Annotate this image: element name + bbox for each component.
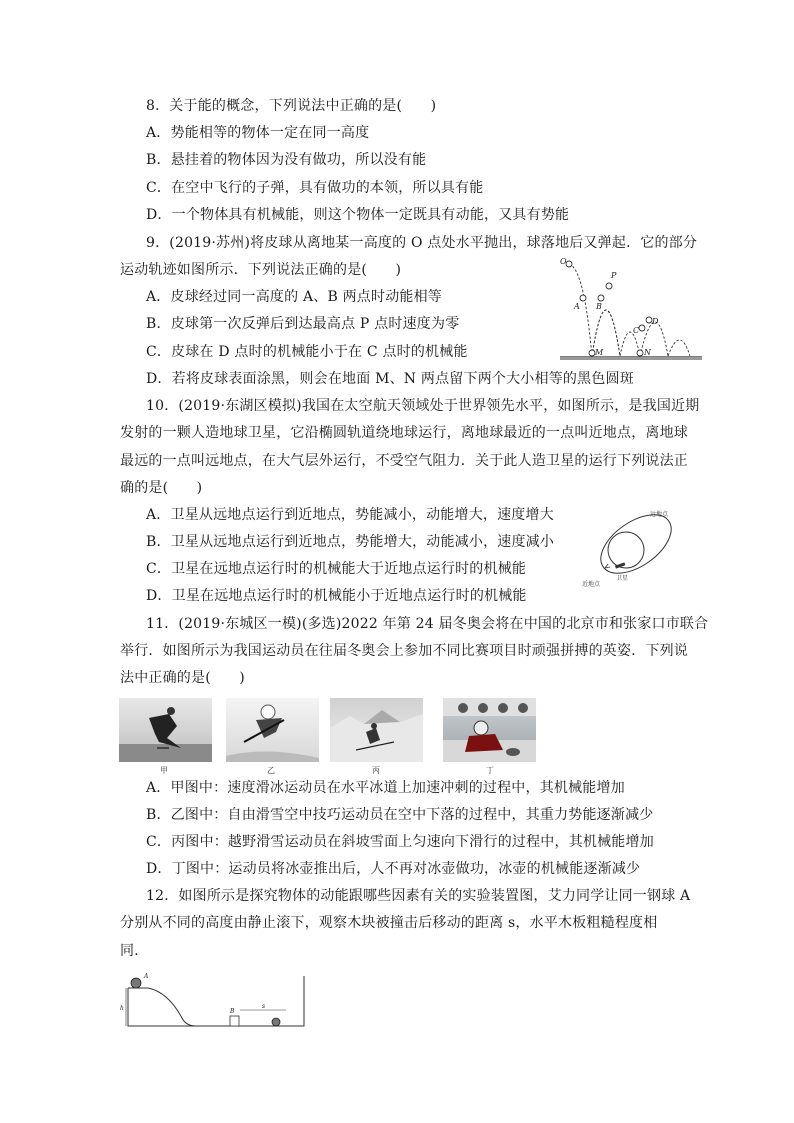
photo-curling: [443, 698, 536, 762]
q11-option-a: A．甲图中：速度滑冰运动员在水平冰道上加速冲刺的过程中，其机械能增加: [146, 780, 625, 796]
label-c: C: [633, 326, 640, 335]
photo-cross-country-skiing: [330, 698, 423, 762]
q9-stem-line1: 9．(2019·苏州)将皮球从离地某一高度的 O 点处水平抛出，球落地后又弹起．它的部分: [146, 235, 698, 251]
label-m: M: [595, 348, 604, 357]
q11-option-b: B．乙图中：自由滑雪空中技巧运动员在空中下落的过程中，其重力势能逐渐减少: [146, 807, 654, 823]
caption-ding: 丁: [486, 766, 494, 775]
label-block-b: B: [230, 1008, 235, 1015]
q10-stem-line1: 10．(2019·东湖区模拟)我国在太空航天领域处于世界领先水平，如图所示，是我国近期: [146, 398, 700, 414]
satellite-label: 卫星: [616, 575, 629, 582]
q9-stem-line2: 运动轨迹如图所示．下列说法正确的是( ): [120, 262, 402, 278]
caption-jia: 甲: [160, 766, 168, 775]
label-n: N: [644, 348, 651, 357]
q9-trajectory-figure: [556, 258, 706, 362]
label-a: A: [574, 302, 580, 311]
q10-stem-line2: 发射的一颗人造地球卫星，它沿椭圆轨道绕地球运行，离地球最近的一点叫近地点，离地球: [120, 425, 688, 441]
wood-block-icon: [230, 1016, 239, 1026]
label-b: B: [596, 302, 602, 311]
q12-ramp-figure: [116, 968, 308, 1030]
q11-stem-line1: 11．(2019·东城区一模)(多选)2022 年第 24 届冬奥会将在中国的北京市和张家口市联合: [146, 616, 709, 632]
photo-speed-skating: [119, 698, 212, 762]
q9-option-c: C．皮球在 D 点时的机械能小于在 C 点时的机械能: [146, 344, 468, 360]
q10-stem-line4: 确的是( ): [120, 480, 203, 496]
caption-bing: 丙: [372, 766, 380, 775]
label-p: P: [611, 271, 617, 280]
q10-option-b: B．卫星从远地点运行到近地点，势能增大，动能减小，速度减小: [146, 534, 555, 550]
q11-stem-line2: 举行．如图所示为我国运动员在往届冬奥会上参加不同比赛项目时顽强拼搏的英姿．下列说: [120, 643, 688, 659]
q9-option-d: D．若将皮球表面涂黑，则会在地面 M、N 两点留下两个大小相等的黑色圆斑: [146, 371, 634, 387]
q10-orbit-figure: [578, 506, 688, 590]
q8-option-b: B．悬挂着的物体因为没有做功，所以没有能: [146, 152, 427, 168]
q8-stem: 8．关于能的概念，下列说法中正确的是( ): [146, 98, 437, 114]
q12-stem-line2: 分别从不同的高度由静止滚下，观察木块被撞击后移动的距离 s，水平木板粗糙程度相: [120, 915, 658, 931]
q10-stem-line3: 最远的一点叫远地点，在大气层外运行，不受空气阻力．关于此人造卫星的运行下列说法正: [120, 453, 688, 469]
q10-option-a: A．卫星从远地点运行到近地点，势能减小，动能增大，速度增大: [146, 507, 554, 523]
q11-option-c: C．丙图中：越野滑雪运动员在斜坡雪面上匀速向下滑行的过程中，其机械能增加: [146, 834, 654, 850]
caption-yi: 乙: [267, 766, 275, 775]
q11-stem-line3: 法中正确的是( ): [120, 670, 245, 686]
label-ball-a: A: [144, 973, 149, 980]
q8-option-c: C．在空中飞行的子弹，具有做功的本领，所以具有能: [146, 180, 484, 196]
steel-ball-icon: [131, 978, 141, 988]
q12-stem-line3: 同．: [120, 943, 149, 959]
ball-o-icon: [566, 261, 572, 267]
q8-option-a: A．势能相等的物体一定在同一高度: [146, 125, 370, 141]
photo-aerial-skiing: [226, 698, 319, 762]
apogee-label: 远地点: [650, 511, 669, 518]
label-s: s: [262, 1003, 266, 1010]
q10-option-d: D．卫星在远地点运行时的机械能小于近地点运行时的机械能: [146, 588, 527, 604]
q8-option-d: D．一个物体具有机械能，则这个物体一定既具有动能，又具有势能: [146, 207, 570, 223]
label-h: h: [120, 1005, 124, 1012]
label-d: D: [652, 317, 659, 326]
q9-option-b: B．皮球第一次反弹后到达最高点 P 点时速度为零: [146, 316, 460, 332]
perigee-label: 近地点: [582, 581, 601, 588]
q12-stem-line1: 12．如图所示是探究物体的动能跟哪些因素有关的实验装置图，艾力同学让同一钢球 A: [146, 888, 691, 904]
q11-option-d: D．丁图中：运动员将冰壶推出后，人不再对冰壶做功，冰壶的机械能逐渐减少: [146, 861, 641, 877]
q9-option-a: A．皮球经过同一高度的 A、B 两点时动能相等: [146, 289, 443, 305]
q10-option-c: C．卫星在远地点运行时的机械能大于近地点运行时的机械能: [146, 561, 527, 577]
label-o: O: [560, 258, 567, 266]
earth-icon: [608, 532, 644, 568]
